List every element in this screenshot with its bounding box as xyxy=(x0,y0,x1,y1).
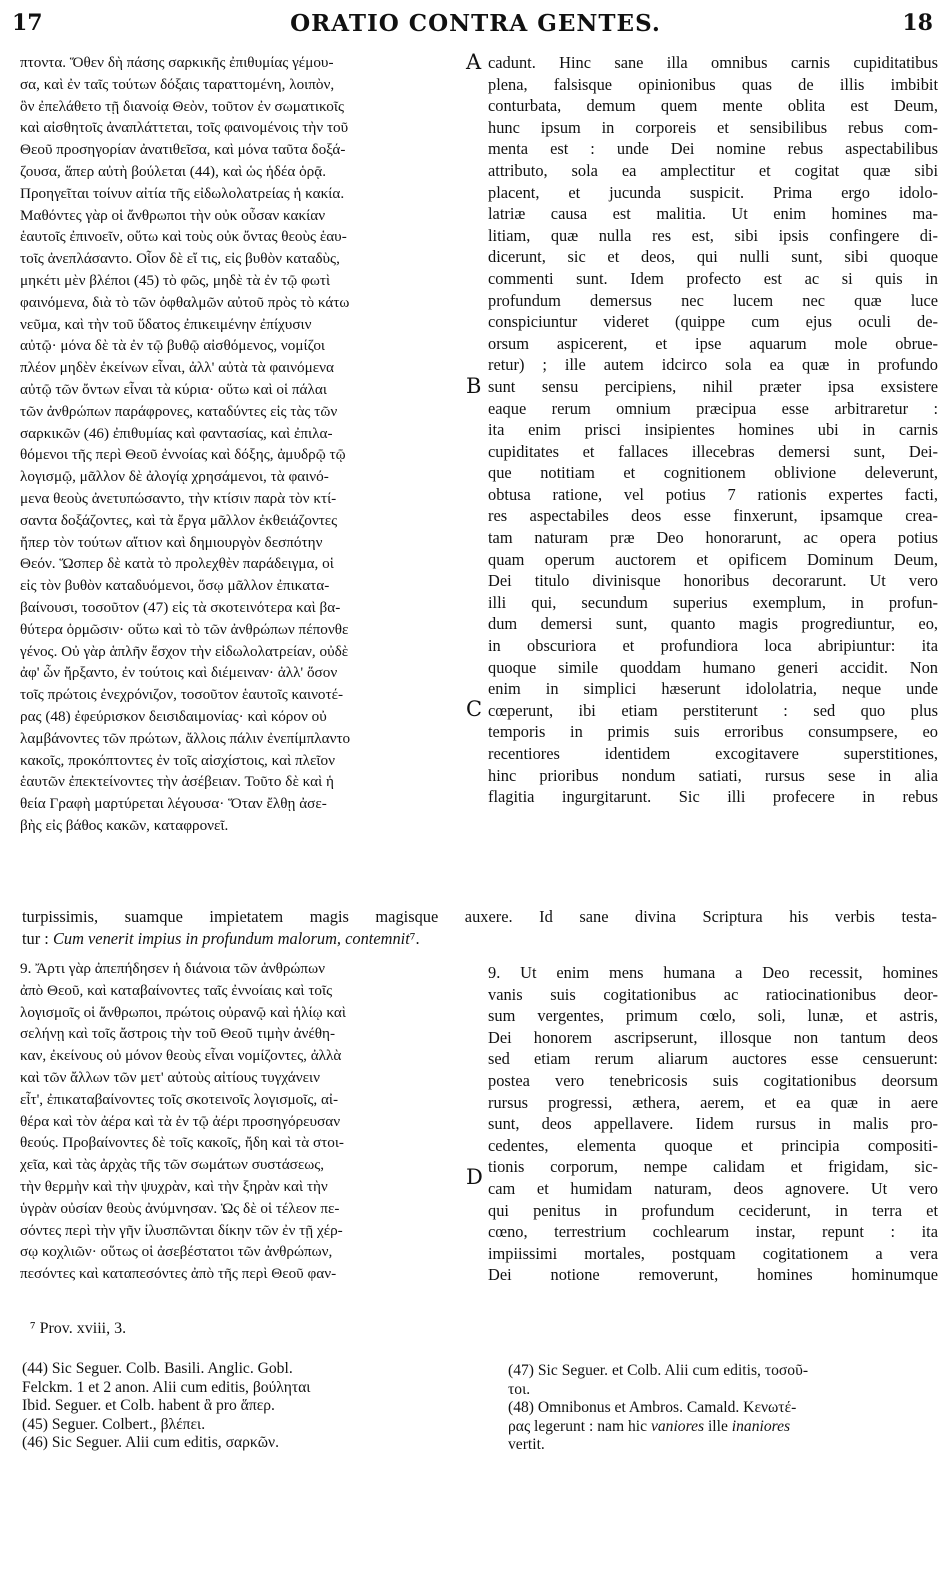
text-line: σαντα δοξάζοντες, καὶ τὰ ἔργα μᾶλλον ἐκθειάζοντες xyxy=(20,511,338,529)
text-line: eaque rerum omnium præcipua esse arbitraretur : xyxy=(488,398,938,418)
text-line: ρας (48) ἐφεύρισκον δεισιδαιμονίας· καὶ κόρον οὐ xyxy=(20,707,327,725)
text-line: placent, et jucunda suspicit. Prima ergo idolo- xyxy=(488,182,938,202)
footnote-line: (44) Sic Seguer. Colb. Basili. Anglic. Gobl. xyxy=(22,1360,293,1377)
text-line: λογισμῷ, μᾶλλον δὲ ἀλογίᾳ χρησάμενοι, τὰ φαινό- xyxy=(20,468,329,486)
text-line: in obscuriora et profundiora loca abripiuntur: ita xyxy=(488,636,938,656)
text-line: ὃν ἐπελάθετο τῇ διανοίᾳ Θεὸν, τοῦτον ἐν σωματικοῖς xyxy=(20,97,344,115)
text-line: σῳ κοχλιῶν· οὕτως οἱ ἀσεβέστατοι τῶν ἀνθρώπων, xyxy=(20,1243,333,1261)
right-page-number: 18 xyxy=(902,10,933,36)
text-line: πλέον μηδὲν ἐκείνων εἶναι, ἀλλ' αὐτὰ τὰ φαινόμενα xyxy=(20,359,334,377)
text-line: Dei titulo divinisque honoribus decorarunt. Ut vero xyxy=(488,571,938,591)
text-line: σελήνῃ καὶ τοῖς ἄστροις τὴν τοῦ Θεοῦ τιμὴν ἀνέθη- xyxy=(20,1025,336,1043)
footnote-mark: ⁷. xyxy=(409,928,420,948)
note-48-word-inaniores: inaniores xyxy=(731,1417,791,1435)
note-48-line-1: (48) Omnibonus et Ambros. Camald. Κενωτέ- xyxy=(508,1399,797,1416)
text-line: πτοντα. Ὅθεν δὴ πάσης σαρκικῆς ἐπιθυμίας γέμου- xyxy=(20,54,334,71)
full-width-line-1: turpissimis, suamque impietatem magis magisque auxere. Id sane divina Scriptura his verbis testa- xyxy=(22,907,937,926)
text-line: que notitiam et cognitionem oblivione deleverunt, xyxy=(488,463,938,483)
text-line: qui penitus in profundum ceciderunt, in terra et xyxy=(488,1200,938,1220)
text-line: ἑαυτῶν ἐπεκτείνοντες τὴν ἀσέβειαν. Τοῦτο δὲ καὶ ἡ xyxy=(20,773,334,791)
note-48-text-c: ille xyxy=(704,1417,732,1435)
latin-column-2 xyxy=(488,962,938,1286)
greek-column-1 xyxy=(20,52,460,837)
text-line: enim in simplici hæserunt idololatria, neque unde xyxy=(488,679,938,699)
text-line: φαινόμενα, διὰ τὸ τῶν ὀφθαλμῶν αὐτοῦ πρὸς τὸ κάτω xyxy=(20,293,350,311)
note-48-word-vaniores: vaniores xyxy=(650,1417,705,1435)
text-line: cadunt. Hinc sane illa omnibus carnis cupiditatibus xyxy=(488,53,938,72)
text-line: εἶτ', ἐπικαταβαίνοντες τοῖς σκοτεινοῖς λογισμοῖς, αἰ- xyxy=(20,1090,339,1108)
left-page-number: 17 xyxy=(12,10,43,36)
text-line: conspiciuntur videret (quippe cum ejus oculi de- xyxy=(488,312,938,332)
text-line: postea vero tenebricosis suis cogitationibus deorsum xyxy=(488,1070,938,1090)
text-line: σαρκικῶν (46) ἐπιθυμίας καὶ φαντασίας, καὶ ἐπιλα- xyxy=(20,424,333,442)
text-line: dum demersi sunt, quanto magis progrediuntur, eo, xyxy=(488,614,938,634)
margin-letter-a: A xyxy=(466,50,482,74)
text-line: dicerunt, sic et deos, qui nulli sunt, sibi quoque xyxy=(488,247,938,267)
text-line: conturbata, demum quem mente oblita est Deum, xyxy=(488,96,938,116)
text-line: retur) ; ille autem idcirco sola ea quæ in profundo xyxy=(488,355,938,375)
full-width-passage xyxy=(22,906,937,949)
text-line: obtusa ratione, vel potius 7 rationis expertes facti, xyxy=(488,484,938,504)
text-line: θέρα καὶ τὸν ἀέρα καὶ τὰ ἐν τῷ ἀέρι προσηγόρευσαν xyxy=(20,1112,341,1130)
text-line: μενα θεοὺς ἀνετυπώσαντο, τὴν κτίσιν παρὰ τὸν κτί- xyxy=(20,489,337,507)
footnote-line: Ibid. Seguer. et Colb. habent ἃ pro ἅπερ. xyxy=(22,1397,275,1414)
text-line: θόμενοι τῆς περὶ Θεοῦ ἐννοίας καὶ δόξης, ἀμυδρῷ τῷ xyxy=(20,446,346,464)
text-line: λογισμοῖς οἱ ἄνθρωποι, πρώτοις οὐρανῷ καὶ ἡλίῳ καὶ xyxy=(20,1003,346,1021)
text-line: πεσόντες καὶ καταπεσόντες ἀπὸ τῆς περὶ Θεοῦ φαν- xyxy=(20,1265,337,1283)
text-line: σα, καὶ ἐν ταῖς τούτων δόξαις ταραττομένη, λοιπὸν, xyxy=(20,75,335,93)
text-line: θεούς. Προβαίνοντες δὲ τοῖς κακοῖς, ἤδη καὶ τὰ στοι- xyxy=(20,1134,344,1152)
full-width-line-2 xyxy=(22,928,937,950)
footnote-line: (45) Seguer. Colbert., βλέπει. xyxy=(22,1415,206,1433)
text-line: latriæ causa est malitia. Ut enim homines ma- xyxy=(488,204,938,224)
text-line: θεία Γραφὴ μαρτύρεται λέγουσα· Ὅταν ἔλθῃ ἀσε- xyxy=(20,795,327,813)
text-line: τοῖς πρώτοις ἐνεχρόνιζον, τοσοῦτον ἑαυτοῖς καινοτέ- xyxy=(20,686,344,704)
text-line: βὴς εἰς βάθος κακῶν, καταφρονεῖ. xyxy=(20,816,229,834)
text-line: ἑαυτοῖς ἐπινοεῖν, οὕτω καὶ τοὺς οὐκ ὄντας θεοὺς ἑαυ- xyxy=(20,228,347,246)
running-title: ORATIO CONTRA GENTES. xyxy=(290,10,661,37)
note-48-line-3: vertit. xyxy=(508,1436,545,1453)
text-line: hinc prioribus nondum satiati, rursus sese in alia xyxy=(488,765,938,785)
text-line: attributo, sola ea amplectitur et cogitat quæ sibi xyxy=(488,160,938,180)
text-line: quoque simile quoddam humano generi accidit. Non xyxy=(488,657,938,677)
text-line: impiissimi mortales, postquam cogitationem a vera xyxy=(488,1243,938,1263)
scripture-quote: Cum venerit impius in profundum malorum, contemnit xyxy=(52,928,410,948)
text-line: cœno, terrestrium cochlearum instar, repunt : ita xyxy=(488,1222,938,1242)
text-line: commenti sunt. Idem profecto est ac si quis in xyxy=(488,268,938,288)
text-line: tam naturam præ Deo honorarunt, ac opera potius xyxy=(488,528,938,548)
text-line: χεῖα, καὶ τὰς ἀρχὰς τῆς τῶν σωμάτων συστάσεως, xyxy=(20,1156,325,1174)
text-line: ζουσα, ἅπερ αὐτὴ βούλεται (44), καὶ ὡς ἡδέα ὁρᾷ. xyxy=(20,162,327,180)
text-line: litiam, quæ nulla res est, sibi ipsis confingere di- xyxy=(488,225,938,245)
text-line: Προηγεῖται τοίνυν αἰτία τῆς εἰδωλολατρείας ἡ κακία. xyxy=(20,184,345,202)
text-line: cupiditates et fallaces illecebras demersi sunt, Dei- xyxy=(488,441,938,461)
footnote-line: (46) Sic Seguer. Alii cum editis, σαρκῶν. xyxy=(22,1434,279,1451)
text-line: ἀφ' ὧν ἤρξαντο, ἐν τούτοις καὶ διέμειναν· ἀλλ' ὅσον xyxy=(20,664,338,682)
text-line: res aspectabiles deos esse finxerunt, ipsamque crea- xyxy=(488,506,938,526)
text-line: εἰς τὸν βυθὸν καταδυόμενοι, ὅσῳ μᾶλλον ἐπικατα- xyxy=(20,577,330,595)
note-48-text-a: ρας legerunt : nam hic xyxy=(508,1417,651,1435)
text-line: κακοῖς, προκόπτοντες ἐν τοῖς αἰσχίστοις, καὶ πλεῖον xyxy=(20,751,335,769)
text-line: ὑγρὰν οὐσίαν θεοὺς ἀνύμνησαν. Ὡς δὲ οἱ τέλεον πε- xyxy=(20,1199,340,1217)
text-line: 9. Ἄρτι γὰρ ἀπεπήδησεν ἡ διάνοια τῶν ἀνθρώπων xyxy=(20,960,325,977)
text-line: ἀπὸ Θεοῦ, καὶ καταβαίνοντες ταῖς ἐννοίαις καὶ τοῖς xyxy=(20,981,333,999)
text-line: νεῦμα, καὶ τὴν τοῦ ὕδατος ἐπικειμένην ἐπίχυσιν xyxy=(20,315,312,333)
text-line: flagitia ingurgitarunt. Sic illi profecere in rebus xyxy=(488,787,938,807)
text-line: καὶ αἰσθητοῖς ἀναπλάττεται, τοῖς φαινομένοις τὴν τοῦ xyxy=(20,119,349,137)
text-line: cœperunt, ibi etiam perstiterunt : sed quo plus xyxy=(488,700,938,720)
text-line: μηκέτι μὲν βλέποι (45) τὸ φῶς, μηδὲ τὰ ἐν τῷ φωτὶ xyxy=(20,271,331,289)
text-line: tionis corporum, nempe calidam et frigidam, sic- xyxy=(488,1157,938,1177)
text-line: 9. Ut enim mens humana a Deo recessit, homines xyxy=(488,963,938,982)
note-47-line-2: τοι. xyxy=(508,1380,531,1398)
text-line: θύτερα ὁρμῶσιν· οὕτω καὶ τὸ τῶν ἀνθρώπων πέπονθε xyxy=(20,620,349,638)
page-header xyxy=(12,8,939,42)
text-line: τὴν θερμὴν καὶ τὴν ψυχρὰν, καὶ τὴν ξηρὰν καὶ τὴν xyxy=(20,1177,328,1195)
text-line: sunt, deos appellavere. Iidem rursus in malis pro- xyxy=(488,1114,938,1134)
text-line: recentiores identidem excogitavere superstitiones, xyxy=(488,744,938,763)
note-47-line-1: (47) Sic Seguer. et Colb. Alii cum editis, τοσοῦ- xyxy=(508,1362,809,1379)
text-line: temporis in primis suis erroribus consumpsere, eo xyxy=(488,722,938,742)
scripture-reference: ⁷ Prov. xviii, 3. xyxy=(30,1320,127,1337)
text-line: sum vergentes, primum cœlo, soli, lunæ, et astris, xyxy=(488,1006,938,1026)
text-line: cedentes, elementa quoque et principia compositi- xyxy=(488,1135,938,1155)
text-line: αὐτῷ τῶν ὄντων εἶναι τὰ κύρια· οὕτω καὶ οἱ πάλαι xyxy=(20,380,327,398)
text-line: τῶν ἀνθρώπων παράφρονες, καταδύντες εἰς τὰς τῶν xyxy=(20,402,338,420)
text-line: menta est : unde Dei nomine rebus aspectabilibus xyxy=(488,139,938,159)
text-line: vanis suis cogitationibus ac ratiocinationibus deor- xyxy=(488,984,938,1004)
text-line: illi qui, secundum superius exemplum, in profun- xyxy=(488,592,938,612)
text-line: Θεοῦ προσηγορίαν ἀνατιθεῖσα, καὶ μόνα ταῦτα δοξά- xyxy=(20,141,346,159)
text-line: quam operum auctorem et opificem Dominum Deum, xyxy=(488,549,938,569)
full-line2-prefix: tur : xyxy=(22,928,53,948)
text-line: σόντες περὶ τὴν γῆν ἰλυσπῶνται δίκην τῶν ἐν τῇ χέρ- xyxy=(20,1221,343,1239)
text-line: καν, ἐκείνους οὐ μόνον θεοὺς εἶναι νομίζοντες, ἀλλὰ xyxy=(20,1047,342,1065)
text-line: ita enim prisci insipientes homines ubi in carnis xyxy=(488,420,938,440)
text-line: hunc ipsum in corporeis et sensibilibus rebus com- xyxy=(488,117,938,137)
greek-column-2 xyxy=(20,958,460,1285)
text-line: Dei notione removerunt, homines hominumque xyxy=(488,1265,938,1285)
text-line: plena, falsisque opinionibus quas de illis imbibit xyxy=(488,74,938,94)
margin-letter-c: C xyxy=(466,697,483,721)
text-line: profundum demersus nec lucem nec quæ luce xyxy=(488,290,938,310)
footnotes-right xyxy=(508,1362,938,1455)
footnote-line: Felckm. 1 et 2 anon. Alii cum editis, βούληται xyxy=(22,1378,311,1396)
margin-letter-b: B xyxy=(466,374,482,398)
text-line: Θεόν. Ὥσπερ δὲ κατὰ τὸ προλεχθὲν παράδειγμα, οἱ xyxy=(20,555,334,573)
text-line: sunt sensu percipiens, nihil præter ipsa exsistere xyxy=(488,376,938,396)
text-line: καὶ τῶν ἄλλων τῶν μετ' αὐτοὺς αἰτίους τυγχάνειν xyxy=(20,1068,320,1086)
text-line: ἤπερ τὸν τούτων αἴτιον καὶ δημιουργὸν δεσπότην xyxy=(20,533,323,551)
latin-column-1 xyxy=(488,52,938,808)
text-line: cam et humidam naturam, deos agnovere. Ut vero xyxy=(488,1178,938,1198)
text-line: Μαθόντες γὰρ οἱ ἄνθρωποι τὴν οὐκ οὖσαν κακίαν xyxy=(20,206,326,224)
text-line: βαίνουσι, τοσοῦτον (47) εἰς τὰ σκοτεινότερα καὶ βα- xyxy=(20,598,341,616)
text-line: τοῖς ἀνεπλάσαντο. Οἷον δὲ εἴ τις, εἰς βυθὸν καταδὺς, xyxy=(20,250,340,268)
text-line: sed etiam rerum aliarum auctores esse censuerunt: xyxy=(488,1049,938,1069)
text-line: Dei honorem ascripserunt, illosque non tantum deos xyxy=(488,1027,938,1047)
text-line: rursus progressi, æthera, aerem, et ea quæ in aere xyxy=(488,1092,938,1112)
margin-letter-d: D xyxy=(466,1165,483,1189)
text-line: αὐτῷ· μόνα δὲ τὰ ἐν τῷ βυθῷ αἰσθόμενος, νομίζοι xyxy=(20,337,326,355)
text-line: orsum aspicerent, et ipse aquarum mole obrue- xyxy=(488,333,938,353)
footnotes-left xyxy=(22,1360,472,1453)
note-48-line-2 xyxy=(508,1418,938,1437)
text-line: λαμβάνοντες τῶν πρώτων, ἄλλοις πάλιν ἐνεπίμπλαντο xyxy=(20,729,351,747)
text-line: γένος. Οὐ γὰρ ἁπλῆν ἔσχον τὴν εἰδωλολατρείαν, οὐδὲ xyxy=(20,642,349,660)
